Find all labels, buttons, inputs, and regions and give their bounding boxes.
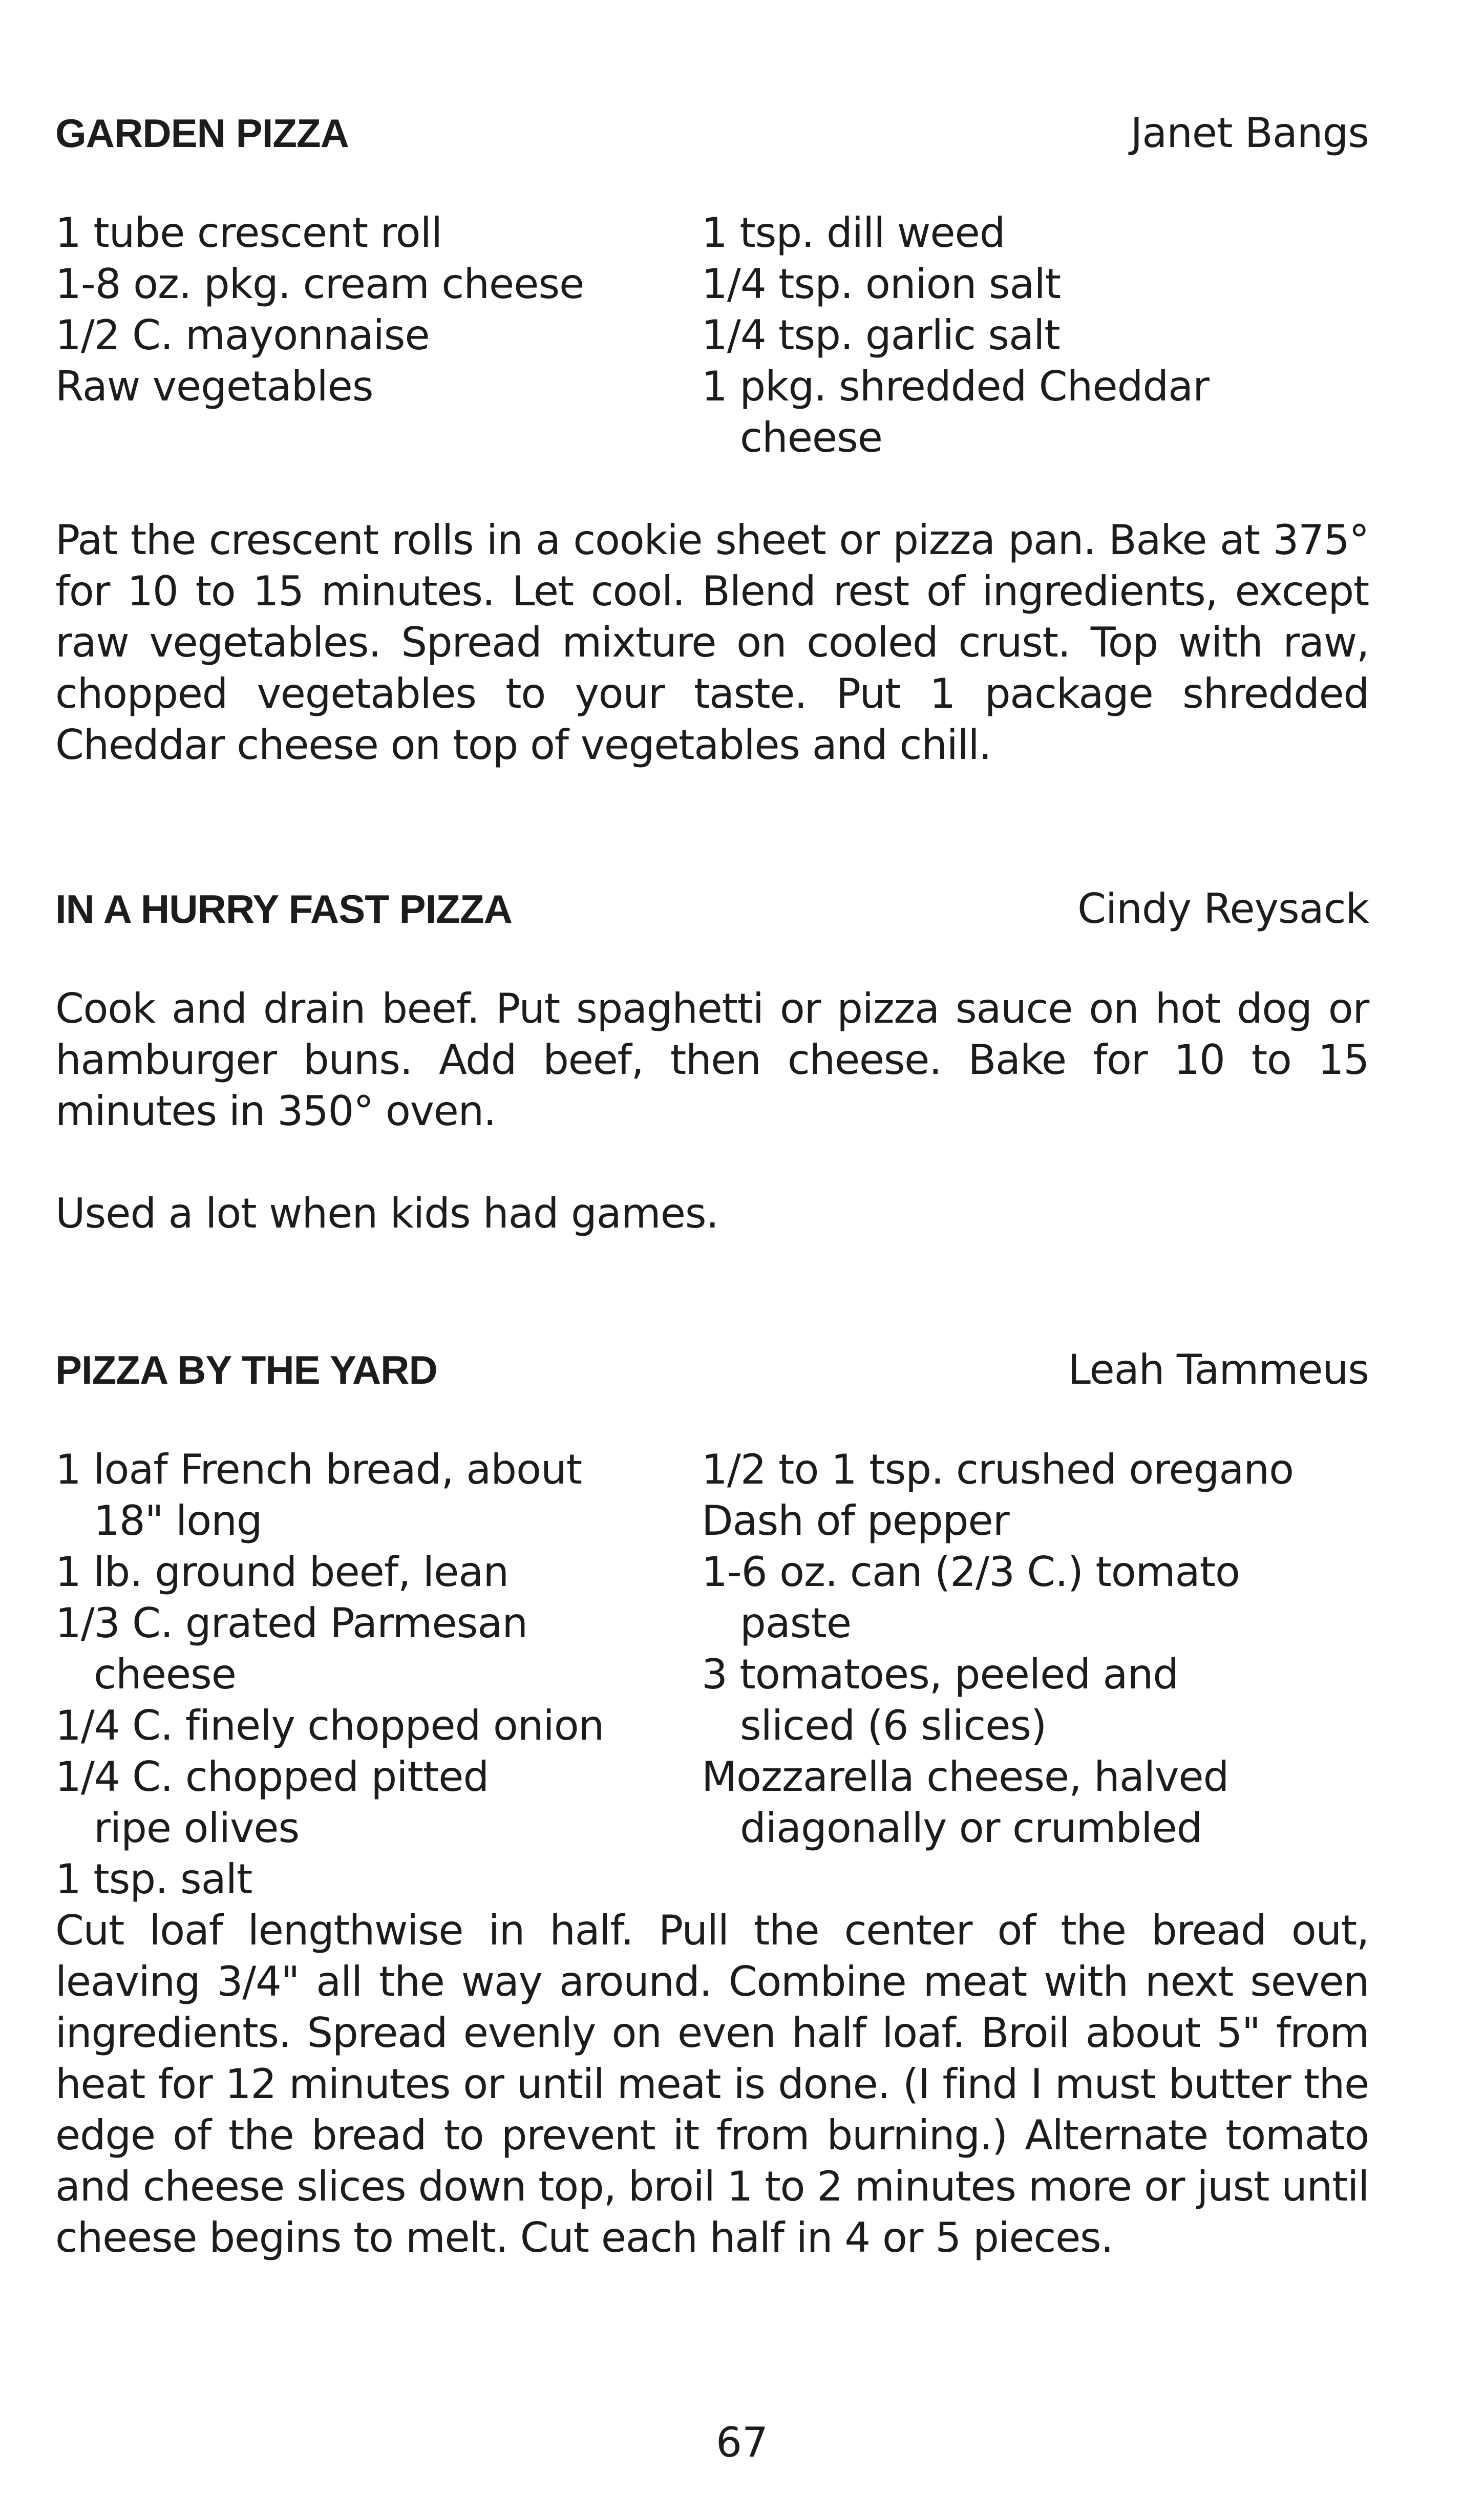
recipe-note: Used a lot when kids had games.	[55, 1190, 719, 1237]
cookbook-page	[55, 0, 1369, 2495]
ingredient-list	[55, 207, 1369, 463]
recipe-header	[55, 881, 1369, 937]
ingredient-item: 1/2 to 1 tsp. crushed oregano	[702, 1446, 1294, 1493]
recipe-header	[55, 105, 1369, 161]
recipe-title: GARDEN PIZZA	[55, 111, 349, 156]
ingredient-column-left	[55, 207, 690, 412]
ingredient-item: 1 loaf French bread, about	[55, 1446, 582, 1493]
ingredient-item: 1/4 C. chopped pitted	[55, 1753, 489, 1801]
ingredient-column-right	[702, 1444, 1369, 1854]
recipe-author: Cindy Reysack	[1077, 885, 1369, 933]
recipe-title: IN A HURRY FAST PIZZA	[55, 886, 512, 932]
recipe-in-a-hurry-fast-pizza	[55, 881, 1369, 1239]
ingredient-item: ripe olives	[94, 1804, 300, 1852]
ingredient-item: 1/4 C. finely chopped onion	[55, 1702, 604, 1749]
ingredient-item: 1 tsp. salt	[55, 1855, 252, 1903]
ingredient-item: paste	[740, 1599, 852, 1647]
ingredient-item: 1 tube crescent roll	[55, 209, 442, 257]
recipe-directions: Cook and drain beef. Put spaghetti or pizza sauce on hot dog or hamburger buns. Add beef, then cheese. Bake for 10 to 15 minutes in 350° oven.	[55, 985, 1369, 1135]
ingredient-item: 1/4 tsp. onion salt	[702, 260, 1061, 308]
ingredient-item: cheese	[740, 414, 883, 461]
recipe-directions: Cut loaf lengthwise in half. Pull the center of the bread out, leaving 3/4" all the way around. Combine meat with next seven ingredients. Spread evenly on even half loaf. Broil about 5" from heat for 12 minutes or until meat is done. (I find I must butter the edge of the bread to prevent it from burning.) Alternate tomato and cheese slices down top, broil 1 to 2 minutes more or just until cheese begins to melt. Cut each half in 4 or 5 pieces.	[55, 1907, 1369, 2261]
ingredient-item: sliced (6 slices)	[740, 1702, 1047, 1749]
ingredient-item: 1/2 C. mayonnaise	[55, 311, 430, 359]
ingredient-item: 1/3 C. grated Parmesan	[55, 1599, 528, 1647]
recipe-author: Janet Bangs	[1130, 109, 1369, 157]
recipe-author: Leah Tammeus	[1068, 1346, 1369, 1393]
ingredient-list	[55, 1444, 1369, 1905]
recipe-header	[55, 1342, 1369, 1398]
ingredient-item: 1-8 oz. pkg. cream cheese	[55, 260, 584, 308]
ingredient-item: 1 lb. ground beef, lean	[55, 1548, 509, 1596]
ingredient-item: 1 pkg. shredded Cheddar	[702, 363, 1210, 410]
ingredient-column-right	[702, 207, 1369, 463]
recipe-directions: Pat the crescent rolls in a cookie sheet or pizza pan. Bake at 375° for 10 to 15 minutes. Let cool. Blend rest of ingredients, except raw vegetables. Spread mixture on cooled crust. Top with raw, chopped vegetables to your taste. Put 1 package shredded Cheddar cheese on top of vegetables and chill.	[55, 516, 1369, 769]
recipe-pizza-by-the-yard	[55, 1342, 1369, 2264]
ingredient-column-left	[55, 1444, 690, 1905]
ingredient-item: 1/4 tsp. garlic salt	[702, 311, 1060, 359]
ingredient-item: 1-6 oz. can (2/3 C.) tomato	[702, 1548, 1240, 1596]
ingredient-item: cheese	[94, 1651, 237, 1698]
recipe-garden-pizza	[55, 105, 1369, 771]
ingredient-item: Dash of pepper	[702, 1497, 1009, 1545]
ingredient-item: Raw vegetables	[55, 363, 373, 410]
ingredient-item: Mozzarella cheese, halved	[702, 1753, 1229, 1801]
ingredient-item: 3 tomatoes, peeled and	[702, 1651, 1179, 1698]
page-number: 67	[716, 2419, 768, 2466]
ingredient-item: 18" long	[94, 1497, 262, 1545]
ingredient-item: 1 tsp. dill weed	[702, 209, 1005, 257]
recipe-title: PIZZA BY THE YARD	[55, 1347, 437, 1392]
ingredient-item: diagonally or crumbled	[740, 1804, 1202, 1852]
